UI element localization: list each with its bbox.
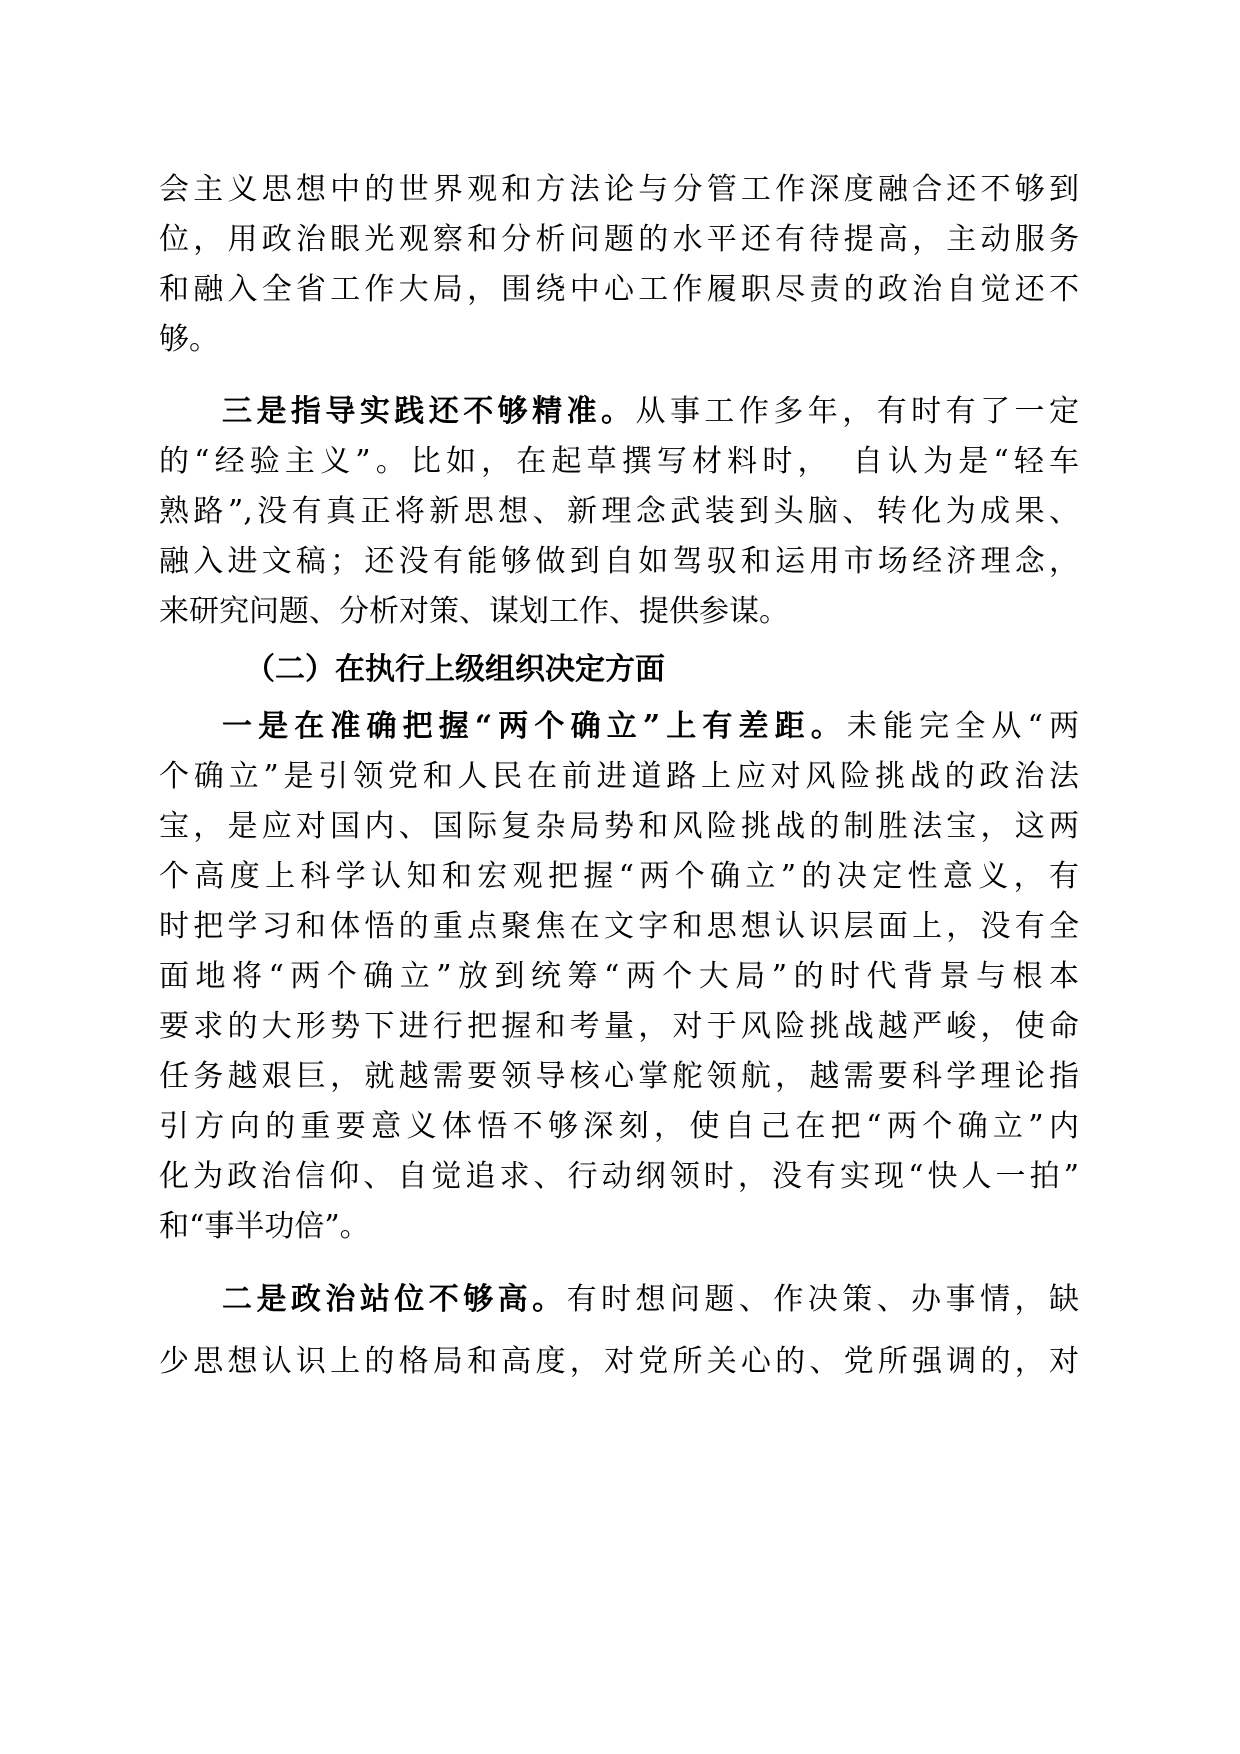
paragraph-line: 少思想认识上的格局和高度，对党所关心的、党所强调的，对 [159,1344,1079,1379]
paragraph-text: 有时想问题、作决策、办事情，缺 [566,1282,1079,1317]
paragraph-line: 来研究问题、分析对策、谋划工作、提供参谋。 [159,594,789,629]
paragraph-line: 引方向的重要意义体悟不够深刻，使自己在把“两个确立”内 [159,1109,1079,1144]
paragraph-line: 面地将“两个确立”放到统筹“两个大局”的时代背景与根本 [159,959,1079,994]
paragraph-line: 够。 [159,322,219,357]
paragraph-line: 位，用政治眼光观察和分析问题的水平还有待提高，主动服务 [159,222,1079,257]
paragraph-first-line [222,387,1079,437]
section-heading: （二）在执行上级组织决定方面 [245,652,665,687]
paragraph-line: 会主义思想中的世界观和方法论与分管工作深度融合还不够到 [159,172,1079,207]
paragraph-line: 和融入全省工作大局，围绕中心工作履职尽责的政治自觉还不 [159,272,1079,307]
paragraph-line: 时把学习和体悟的重点聚焦在文字和思想认识层面上，没有全 [159,909,1079,944]
paragraph-line: 融入进文稿；还没有能够做到自如驾驭和运用市场经济理念， [159,544,1079,579]
paragraph-line: 任务越艰巨，就越需要领导核心掌舵领航，越需要科学理论指 [159,1059,1079,1094]
paragraph-line: 要求的大形势下进行把握和考量，对于风险挑战越严峻，使命 [159,1009,1079,1044]
paragraph-line: 个高度上科学认知和宏观把握“两个确立”的决定性意义，有 [159,859,1079,894]
paragraph-lead-heading: 三是指导实践还不够精准。 [222,394,636,429]
paragraph-line: 熟路”,没有真正将新思想、新理念武装到头脑、转化为成果、 [159,494,1079,529]
paragraph-first-line [222,702,1079,752]
paragraph-lead-heading: 二是政治站位不够高。 [222,1282,567,1317]
paragraph-line: 个确立”是引领党和人民在前进道路上应对风险挑战的政治法 [159,759,1079,794]
paragraph-text: 未能完全从“两 [846,709,1079,744]
paragraph-line: 宝，是应对国内、国际复杂局势和风险挑战的制胜法宝，这两 [159,809,1079,844]
paragraph-line: 的“经验主义”。比如，在起草撰写材料时， 自认为是“轻车 [159,444,1079,479]
paragraph-line: 化为政治信仰、自觉追求、行动纲领时，没有实现“快人一拍” [159,1159,1079,1194]
paragraph-line: 和“事半功倍”。 [159,1209,370,1244]
paragraph-text: 从事工作多年，有时有了一定 [635,394,1079,429]
paragraph-lead-heading: 一是在准确把握“两个确立”上有差距。 [222,709,847,744]
paragraph-first-line [222,1275,1079,1325]
